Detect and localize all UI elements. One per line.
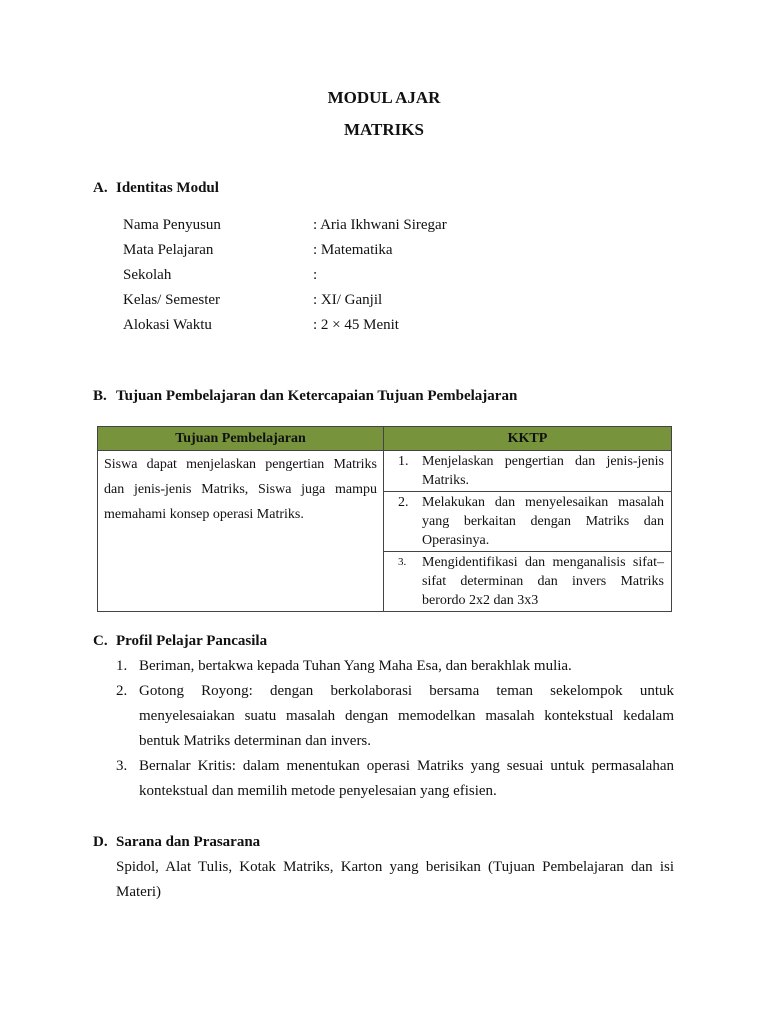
list-item-number: 2. xyxy=(116,683,128,699)
document-title: MODUL AJAR xyxy=(327,88,441,107)
kktp-item xyxy=(384,491,671,551)
list-item xyxy=(116,654,674,679)
section-c-marker: C. xyxy=(93,633,108,649)
list-item xyxy=(116,754,674,804)
tp-cell: Siswa dapat menjelaskan pengertian Matriks dan jenis-jenis Matriks, Siswa juga mampu memahami konsep operasi Matriks. xyxy=(98,451,384,612)
list-item-number: 1. xyxy=(116,658,128,674)
kktp-cell xyxy=(384,451,672,612)
section-a-heading: Identitas Modul xyxy=(116,180,219,196)
section-a-marker: A. xyxy=(93,180,108,196)
kktp-number: 2. xyxy=(398,495,409,510)
identity-label: Mata Pelajaran xyxy=(123,242,214,258)
objectives-table xyxy=(97,426,672,612)
table-row xyxy=(98,451,672,612)
identity-value: : 2 × 45 Menit xyxy=(313,317,399,333)
section-b-marker: B. xyxy=(93,388,107,404)
document-subtitle: MATRIKS xyxy=(344,120,424,139)
section-b-heading: Tujuan Pembelajaran dan Ketercapaian Tujuan Pembelajaran xyxy=(116,388,518,404)
identity-label: Nama Penyusun xyxy=(123,217,221,233)
section-d-marker: D. xyxy=(93,834,108,850)
list-item-text: Bernalar Kritis: dalam menentukan operasi Matriks yang sesuai untuk permasalahan kontekstual dan memilih metode penyelesaian yang efisien. xyxy=(139,758,674,799)
kktp-text: Mengidentifikasi dan menganalisis sifat–sifat determinan dan invers Matriks berordo 2x2 dan 3x3 xyxy=(422,555,664,608)
list-item xyxy=(116,679,674,754)
sarana-text: Spidol, Alat Tulis, Kotak Matriks, Karton yang berisikan (Tujuan Pembelajaran dan isi Materi) xyxy=(116,859,674,900)
column-header-tp: Tujuan Pembelajaran xyxy=(98,427,384,451)
identity-value: : XI/ Ganjil xyxy=(313,292,383,308)
kktp-number: 3. xyxy=(398,556,407,568)
kktp-number: 1. xyxy=(398,454,409,469)
table-header-row xyxy=(98,427,672,451)
kktp-item xyxy=(384,551,671,611)
list-item-number: 3. xyxy=(116,758,128,774)
column-header-kktp: KKTP xyxy=(384,427,672,451)
list-item-text: Gotong Royong: dengan berkolaborasi bersama teman sekelompok untuk menyelesaiakan suatu masalah dengan memodelkan masalah kontekstual kedalam bentuk Matriks determinan dan invers. xyxy=(139,683,674,749)
identity-label: Sekolah xyxy=(123,267,172,283)
section-c-heading: Profil Pelajar Pancasila xyxy=(116,633,268,649)
kktp-text: Melakukan dan menyelesaikan masalah yang berkaitan dengan Matriks dan Operasinya. xyxy=(422,495,664,548)
identity-value: : Aria Ikhwani Siregar xyxy=(313,217,447,233)
identity-label: Kelas/ Semester xyxy=(123,292,221,308)
identity-value: : xyxy=(313,267,318,283)
list-item-text: Beriman, bertakwa kepada Tuhan Yang Maha Esa, dan berakhlak mulia. xyxy=(139,658,572,674)
kktp-item xyxy=(384,451,671,491)
kktp-text: Menjelaskan pengertian dan jenis-jenis Matriks. xyxy=(422,454,664,488)
section-d-heading: Sarana dan Prasarana xyxy=(116,834,261,850)
identity-label: Alokasi Waktu xyxy=(123,317,212,333)
identity-value: : Matematika xyxy=(313,242,393,258)
